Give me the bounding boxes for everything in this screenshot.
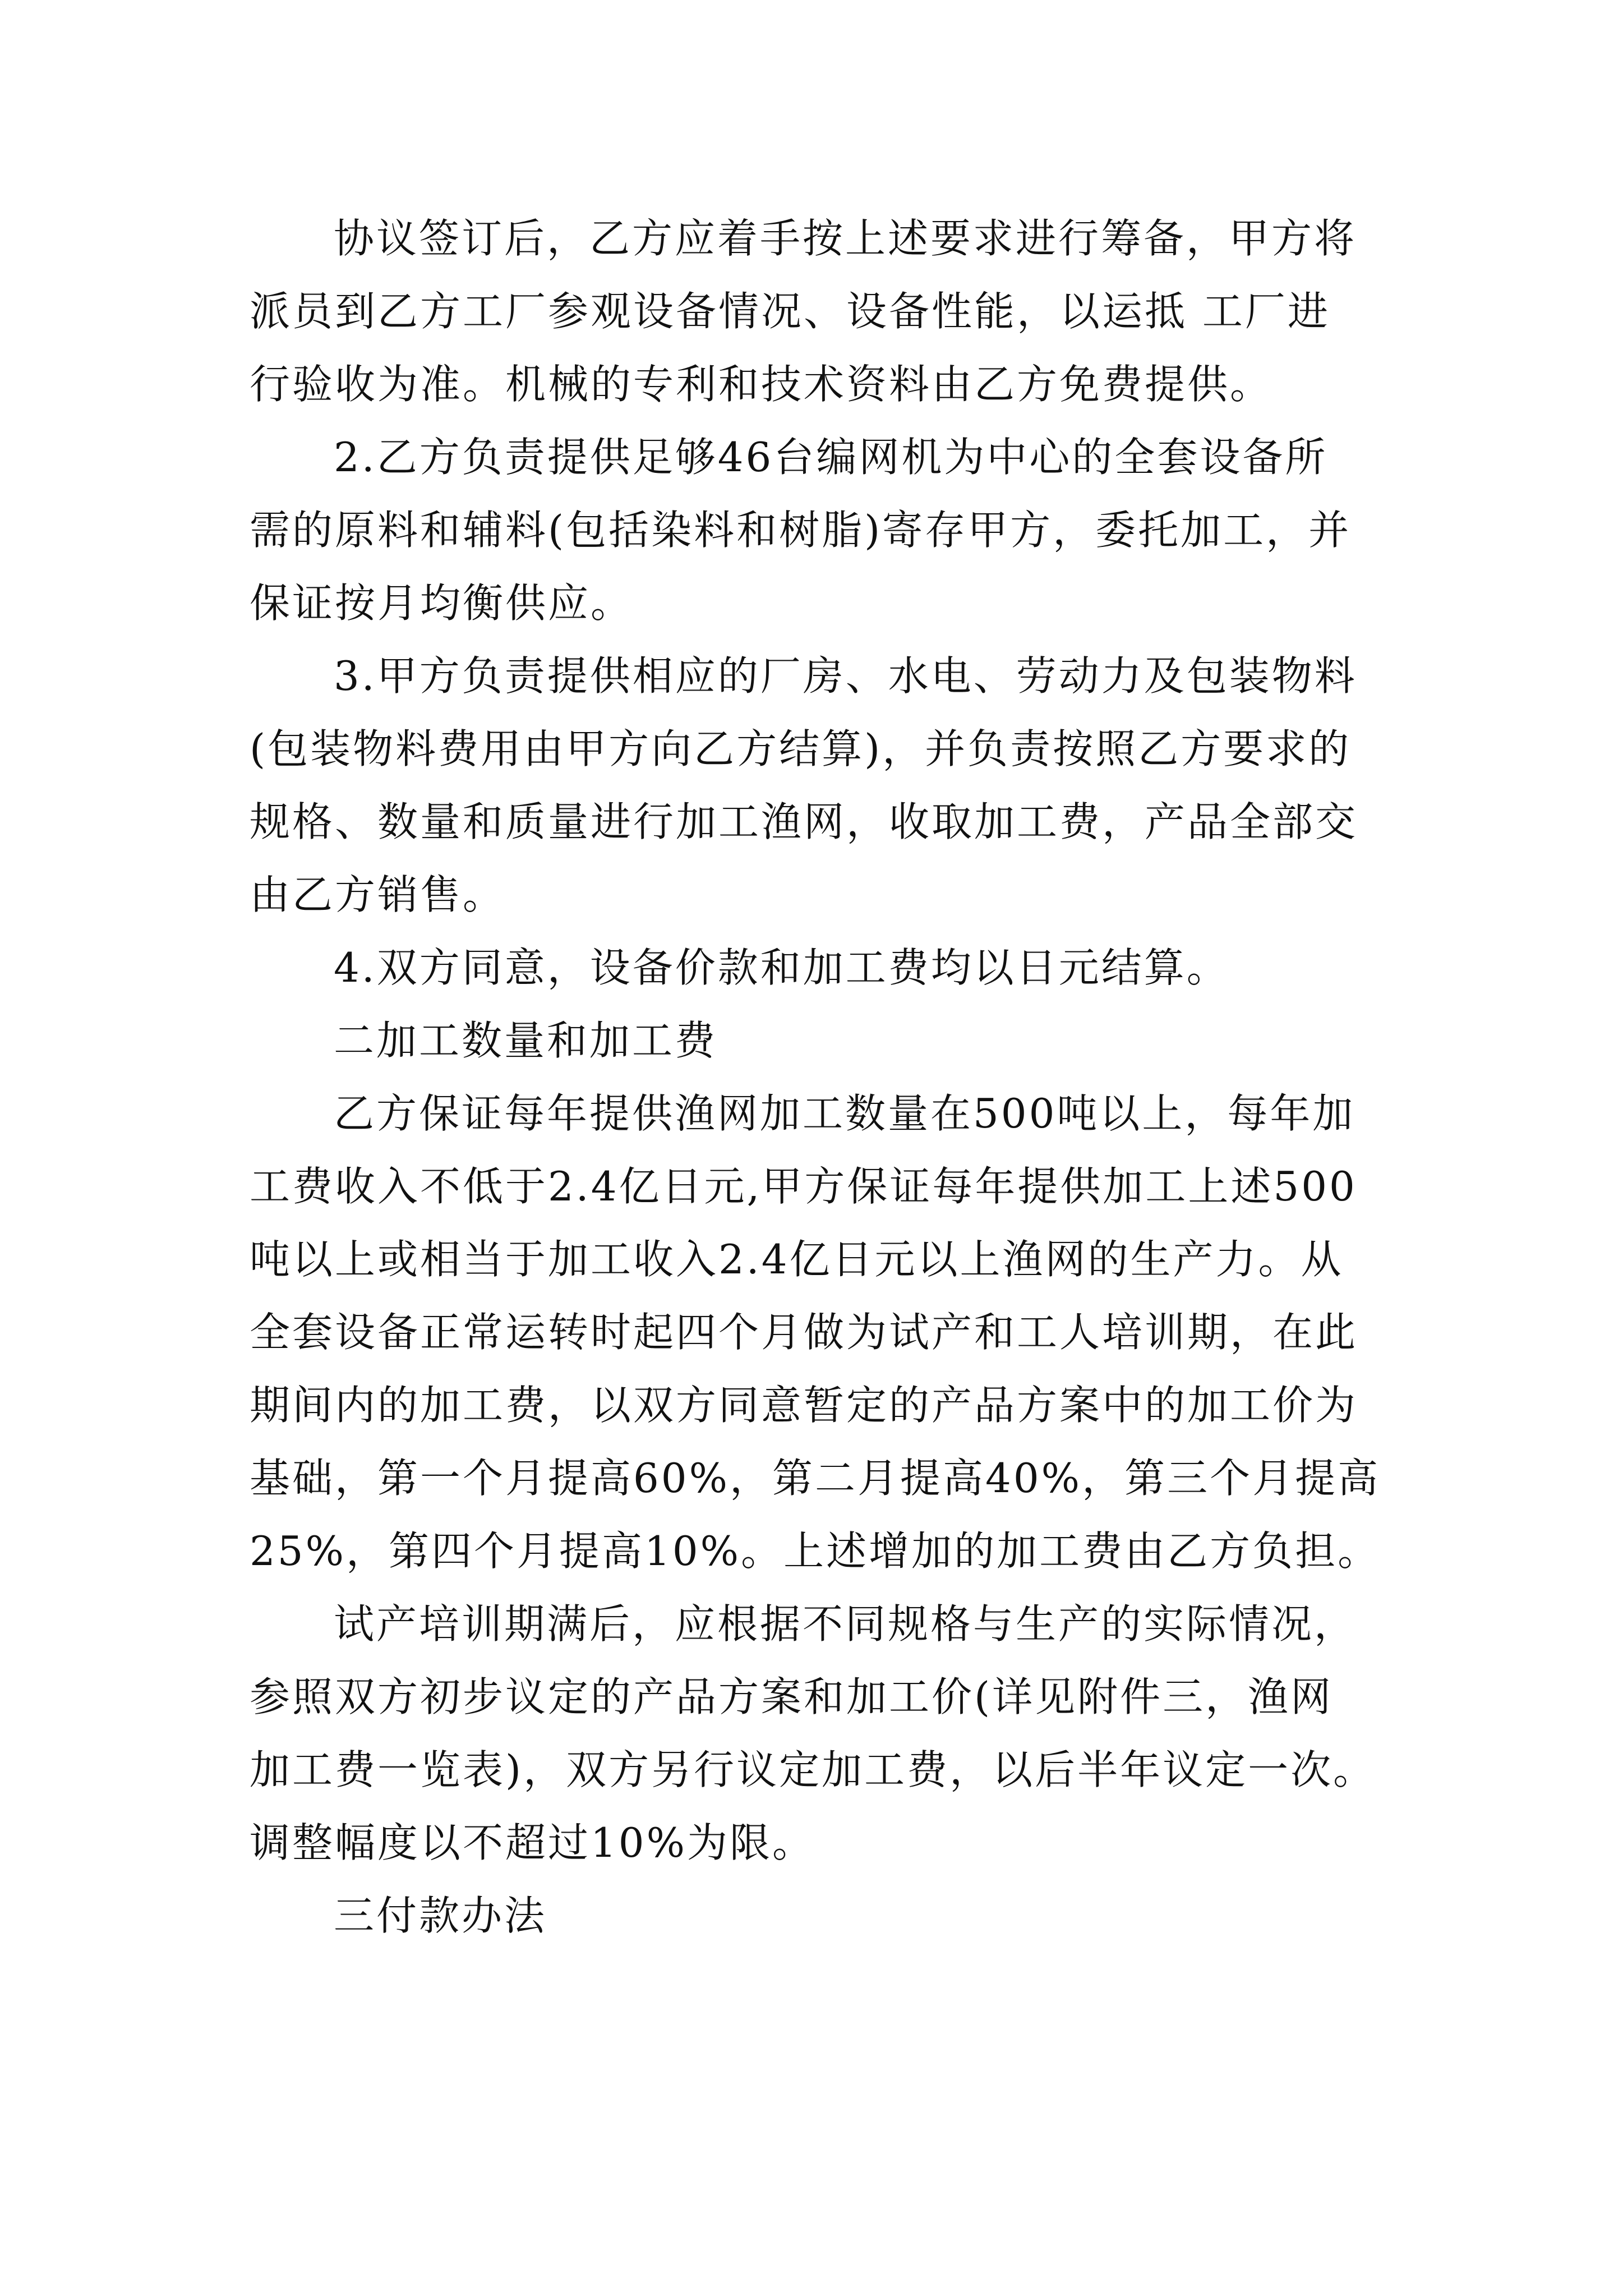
section-heading: 二加工数量和加工费 bbox=[334, 1017, 718, 1064]
document-body bbox=[250, 202, 1388, 1952]
text-line: 25%，第四个月提高10%。上述增加的加工费由乙方负担。 bbox=[250, 1527, 1381, 1575]
text-line: 加工费一览表)，双方另行议定加工费，以后半年议定一次。 bbox=[250, 1746, 1376, 1793]
text-line: 基础，第一个月提高60%，第二月提高40%，第三个月提高 bbox=[250, 1455, 1381, 1502]
text-line: (包装物料费用由甲方向乙方结算)，并负责按照乙方要求的 bbox=[250, 725, 1352, 772]
text-line: 需的原料和辅料(包括染料和树脂)寄存甲方，委托加工，并 bbox=[250, 507, 1352, 554]
text-line: 4.双方同意，设备价款和加工费均以日元结算。 bbox=[334, 944, 1229, 991]
text-line: 试产培训期满后，应根据不同规格与生产的实际情况， bbox=[334, 1600, 1357, 1648]
text-line: 保证按月均衡供应。 bbox=[250, 579, 634, 627]
text-line: 2.乙方负责提供足够46台编网机为中心的全套设备所 bbox=[334, 434, 1328, 481]
text-line: 行验收为准。机械的专利和技术资料由乙方免费提供。 bbox=[250, 361, 1273, 408]
text-line: 吨以上或相当于加工收入2.4亿日元以上渔网的生产力。从 bbox=[250, 1236, 1344, 1283]
text-line: 全套设备正常运转时起四个月做为试产和工人培训期，在此 bbox=[250, 1309, 1358, 1356]
text-line: 规格、数量和质量进行加工渔网，收取加工费，产品全部交 bbox=[250, 798, 1358, 845]
text-line: 协议签订后，乙方应着手按上述要求进行筹备，甲方将 bbox=[334, 215, 1357, 262]
text-line: 由乙方销售。 bbox=[250, 871, 506, 918]
text-line: 乙方保证每年提供渔网加工数量在500吨以上，每年加 bbox=[334, 1090, 1355, 1137]
text-line: 期间内的加工费，以双方同意暂定的产品方案中的加工价为 bbox=[250, 1382, 1358, 1429]
text-line: 派员到乙方工厂参观设备情况、设备性能，以运抵 工厂进 bbox=[250, 288, 1330, 335]
section-heading: 三付款办法 bbox=[334, 1892, 547, 1939]
text-line: 参照双方初步议定的产品方案和加工价(详见附件三，渔网 bbox=[250, 1673, 1334, 1720]
text-line: 3.甲方负责提供相应的厂房、水电、劳动力及包装物料 bbox=[334, 652, 1357, 700]
text-line: 调整幅度以不超过10%为限。 bbox=[250, 1819, 815, 1866]
text-line: 工费收入不低于2.4亿日元,甲方保证每年提供加工上述500 bbox=[250, 1163, 1357, 1210]
